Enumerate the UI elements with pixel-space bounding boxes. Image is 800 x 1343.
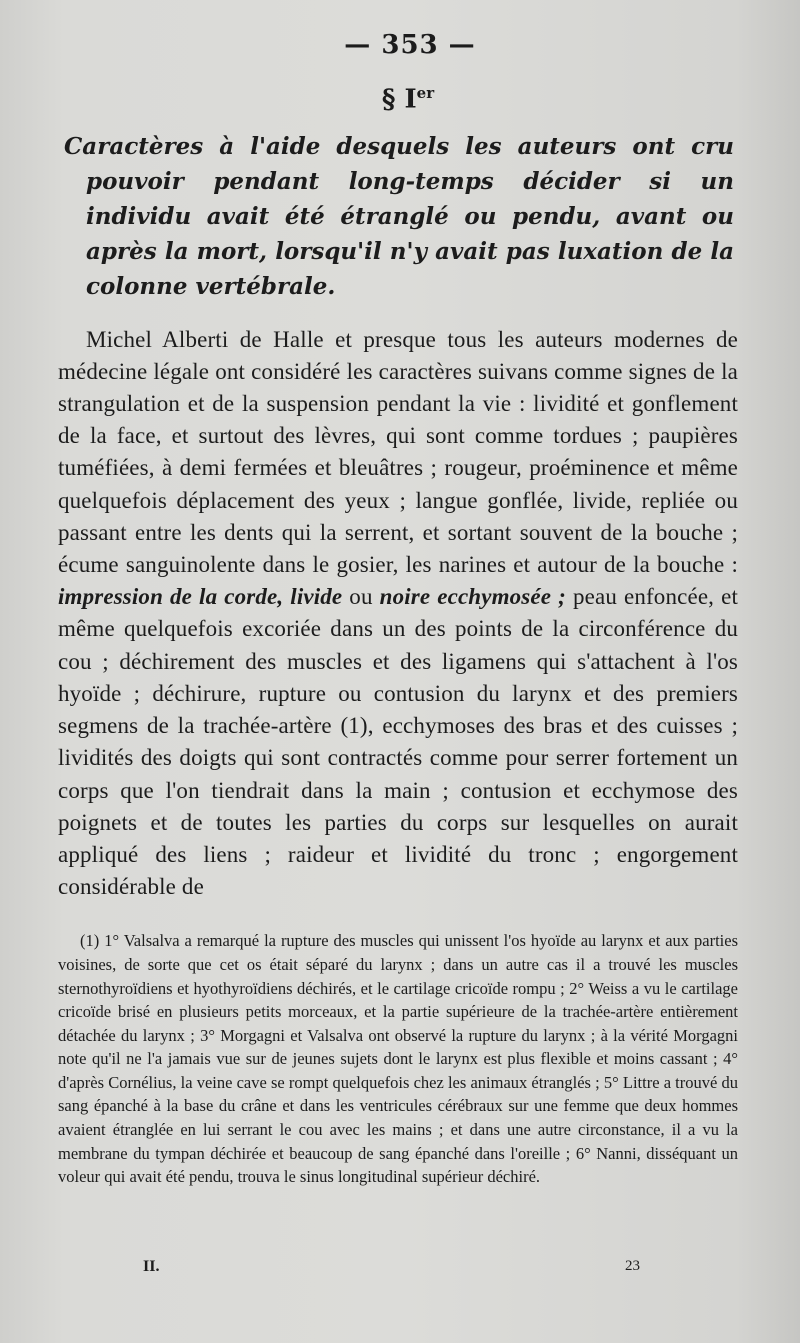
sheet-number: 23 — [625, 1258, 640, 1274]
body-paragraph — [58, 324, 738, 904]
signature-mark: II. — [143, 1258, 160, 1275]
body-part-1: Michel Alberti de Halle et presque tous les auteurs modernes de médecine légale ont considéré les caractères suivans comme signes de la strangulation et de la suspension pendant la vie : lividité et gonflement de la face, et surtout des lèvres, qui sont comme tordues ; paupières tuméfiées, à demi fermées et bleuâtres ; rougeur, proéminence et même quelquefois déplacement des yeux ; langue gonflée, livide, repliée ou passant entre les dents qui la serrent, et sortant souvent de la bouche ; écume sanguinolente dans le gosier, les narines et autour de la bouche : — [58, 326, 738, 578]
section-mark — [78, 84, 738, 115]
section-title: Caractères à l'aide desquels les auteurs ont cru pouvoir pendant long-temps décider si un individu avait été étranglé ou pendu, avant ou après la mort, lorsqu'il n'y avait pas luxation de la colonne vertébrale. — [64, 132, 734, 300]
body-ou: ou — [349, 584, 373, 610]
section-mark-text: § I — [381, 84, 417, 115]
footnote: (1) 1° Valsalva a remarqué la rupture des muscles qui unissent l'os hyoïde au larynx et aux parties voisines, de sorte que cet os était séparé du larynx ; dans un autre cas il a trouvé les muscles sternothyroïdiens et hyothyroïdiens déchirés, et le cartilage cricoïde rompu ; 2° Weiss a vu le cartilage cricoïde brisé en plusieurs petits morceaux, et la partie supérieure de la trachée-artère entièrement détachée du larynx ; 3° Morgagni et Valsalva ont observé la rupture du larynx ; à la vérité Morgagni note qu'il ne l'a jamais vue sur de jeunes sujets dont le larynx est plus flexible et moins cassant ; 4° d'après Cornélius, la veine cave se rompt quelquefois chez les animaux étranglés ; 5° Littre a trouvé du sang épanché à la base du crâne et dans les ventricules cérébraux sur une femme que deux hommes avaient étranglée en lui serrant le cou avec les mains ; et dans une autre circonstance, il a vu la membrane du tympan déchirée et beaucoup de sang épanché dans l'oreille ; 6° Nanni, disséquant un voleur qui avait été pendu, trouva le sinus longitudinal supérieur déchiré. — [58, 931, 738, 1187]
body-italic-2: noire ecchymosée ; — [379, 584, 566, 610]
page-number: — 353 — — [344, 30, 476, 60]
body-part-2: peau enfoncée, et même quelquefois excoriée dans un des points de la circonférence du cou ; déchirement des muscles et des ligamens qui s'attachent à l'os hyoïde ; déchirure, rupture ou contusion du larynx et des premiers segmens de la trachée-artère (1), ecchymoses des bras et des cuisses ; lividités des doigts qui sont contractés comme pour serrer fortement un corps que l'on tiendrait dans la main ; contusion et ecchymose des poignets et de toutes les parties du corps sur lesquelles on aurait appliqué des liens ; raideur et lividité du tronc ; engorgement considérable de — [58, 584, 738, 900]
section-mark-sup: er — [416, 84, 435, 102]
body-italic-1: impression de la corde, livide — [58, 584, 343, 610]
